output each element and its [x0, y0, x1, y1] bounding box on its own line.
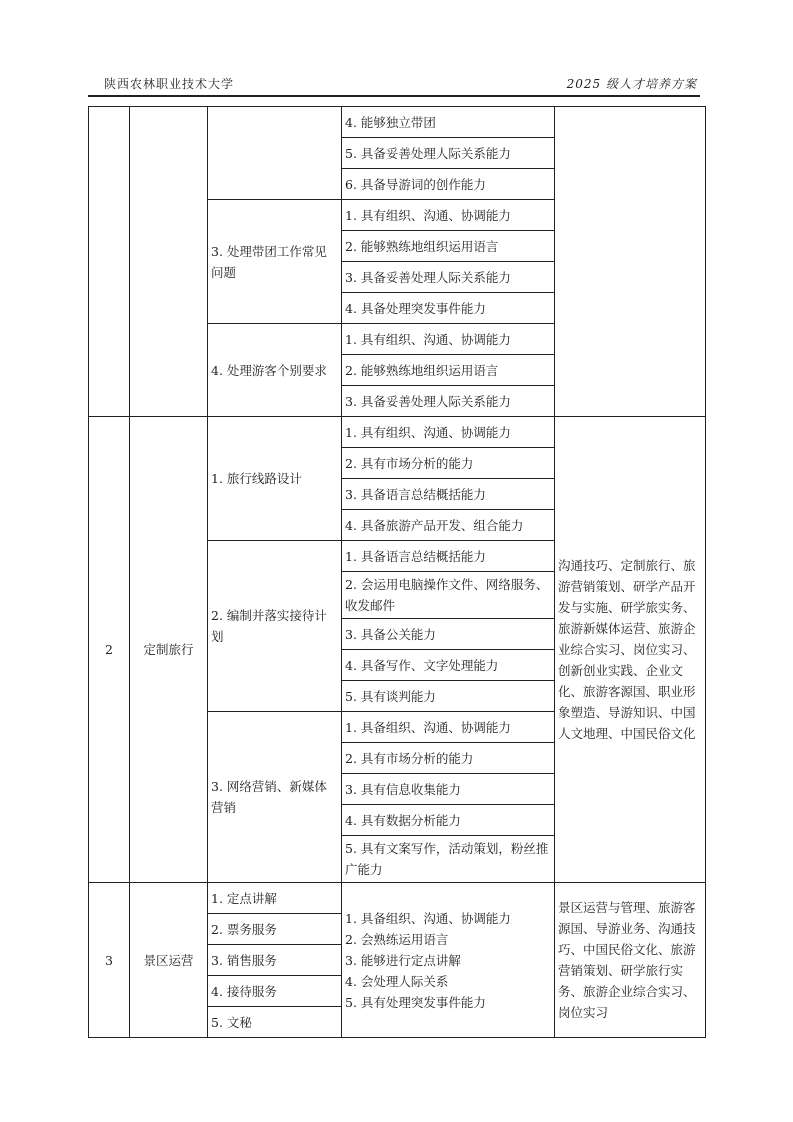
task-cell: 3. 销售服务 — [208, 945, 342, 976]
capability-cell: 3. 具备公关能力 — [342, 619, 555, 650]
task-cell: 1. 定点讲解 — [208, 883, 342, 914]
task-cell: 3. 处理带团工作常见问题 — [208, 200, 342, 324]
capability-cell: 2. 具有市场分析的能力 — [342, 448, 555, 479]
capability-cell: 5. 具备妥善处理人际关系能力 — [342, 138, 555, 169]
capability-cell: 1. 具有组织、沟通、协调能力 — [342, 417, 555, 448]
capability-cell: 1. 具备组织、沟通、协调能力 — [342, 712, 555, 743]
capability-line: 3. 能够进行定点讲解 — [345, 952, 461, 968]
capability-cell: 4. 具备写作、文字处理能力 — [342, 650, 555, 681]
capability-cell: 2. 会运用电脑操作文件、网络服务、收发邮件 — [342, 572, 555, 619]
capability-cell: 4. 能够独立带团 — [342, 107, 555, 138]
capability-line: 2. 会熟练运用语言 — [345, 931, 449, 947]
task-cell: 5. 文秘 — [208, 1007, 342, 1038]
project-cell — [130, 107, 208, 417]
project-cell: 景区运营 — [130, 883, 208, 1038]
row-no-cell: 2 — [89, 417, 130, 883]
capability-cell: 5. 具有文案写作，活动策划，粉丝推广能力 — [342, 836, 555, 883]
row-no-cell: 3 — [89, 883, 130, 1038]
capability-cell: 4. 具备处理突发事件能力 — [342, 293, 555, 324]
capability-cell: 1. 具有组织、沟通、协调能力 — [342, 324, 555, 355]
curriculum-table — [88, 106, 706, 1038]
capability-cell: 3. 具有信息收集能力 — [342, 774, 555, 805]
capability-line: 1. 具备组织、沟通、协调能力 — [345, 910, 511, 926]
capability-cell: 2. 能够熟练地组织运用语言 — [342, 231, 555, 262]
task-cell: 4. 处理游客个别要求 — [208, 324, 342, 417]
table-row — [89, 417, 706, 448]
capability-cell: 3. 具备语言总结概括能力 — [342, 479, 555, 510]
task-cell: 4. 接待服务 — [208, 976, 342, 1007]
header-plan-title: 2025 级人才培养方案 — [566, 77, 697, 91]
capability-cell: 3. 具备妥善处理人际关系能力 — [342, 386, 555, 417]
capability-cell: 4. 具备旅游产品开发、组合能力 — [342, 510, 555, 541]
task-cell: 3. 网络营销、新媒体营销 — [208, 712, 342, 883]
course-cell: 景区运营与管理、旅游客源国、导游业务、沟通技巧、中国民俗文化、旅游营销策划、研学旅行实务、旅游企业综合实习、岗位实习 — [555, 883, 706, 1038]
task-cell — [208, 107, 342, 200]
task-cell: 2. 票务服务 — [208, 914, 342, 945]
header-school-name: 陕西农林职业技术大学 — [104, 77, 235, 91]
task-cell: 1. 旅行线路设计 — [208, 417, 342, 541]
capability-cell: 2. 能够熟练地组织运用语言 — [342, 355, 555, 386]
capability-cell: 6. 具备导游词的创作能力 — [342, 169, 555, 200]
course-cell: 沟通技巧、定制旅行、旅游营销策划、研学产品开发与实施、研学旅实务、旅游新媒体运营、旅游企业综合实习、岗位实习、创新创业实践、企业文化、旅游客源国、职业形象塑造、导游知识、中国人文地理、中国民俗文化 — [555, 417, 706, 883]
capability-cell: 2. 具有市场分析的能力 — [342, 743, 555, 774]
capability-cell: 1. 具备语言总结概括能力 — [342, 541, 555, 572]
capability-cell: 4. 具有数据分析能力 — [342, 805, 555, 836]
table-row — [89, 107, 706, 138]
capability-cell: 1. 具有组织、沟通、协调能力 — [342, 200, 555, 231]
row-no-cell — [89, 107, 130, 417]
capability-cell: 3. 具备妥善处理人际关系能力 — [342, 262, 555, 293]
table-row — [89, 883, 706, 914]
course-cell — [555, 107, 706, 417]
capability-cell — [342, 883, 555, 1038]
capability-line: 5. 具有处理突发事件能力 — [345, 994, 486, 1010]
capability-line: 4. 会处理人际关系 — [345, 973, 449, 989]
header-rule — [88, 95, 700, 97]
capability-cell: 5. 具有谈判能力 — [342, 681, 555, 712]
task-cell: 2. 编制并落实接待计划 — [208, 541, 342, 712]
project-cell: 定制旅行 — [130, 417, 208, 883]
